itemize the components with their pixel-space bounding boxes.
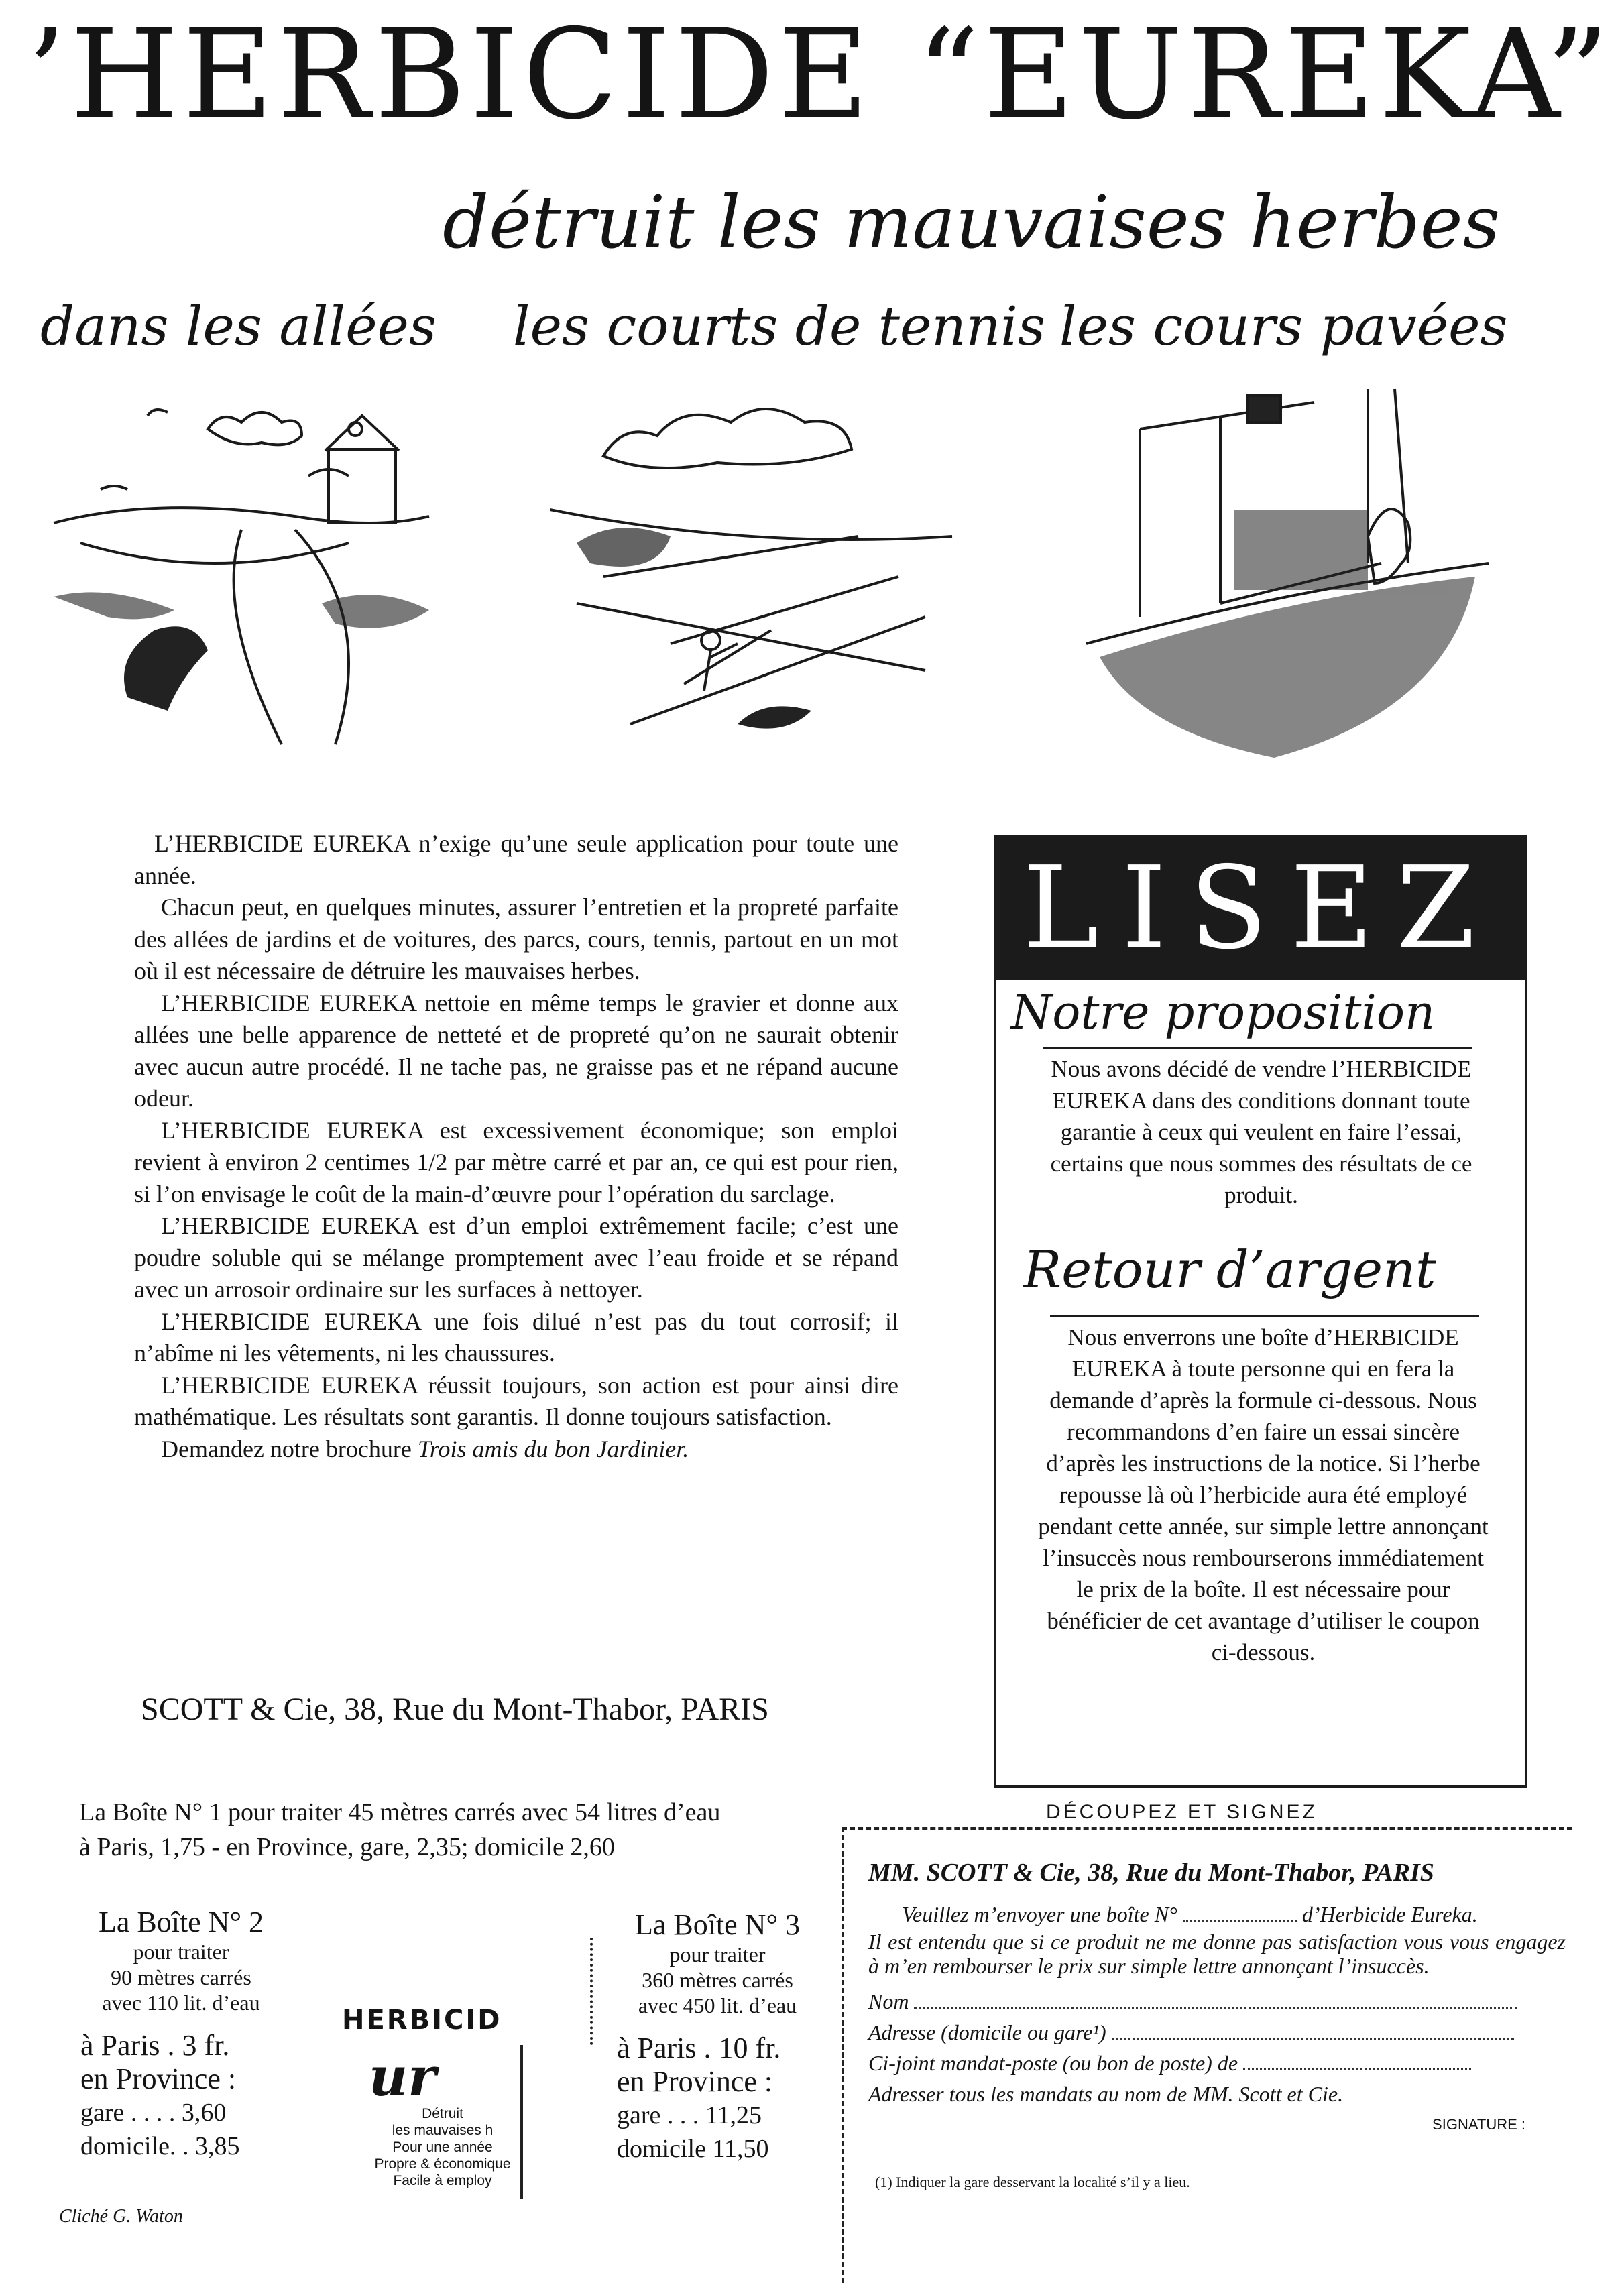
coupon-money-order-row [868,2048,1566,2078]
box-2-domicile: domicile. . 3,85 [80,2132,240,2160]
body-paragraph: L’HERBICIDE EUREKA est excessivement économique; son emploi revient à environ 2 centimes 1/2 par mètre carré et par an, ce qui est pour rien, si l’on envisage le coût de la main-d’œuvre pour l’opération du sarclage. [134,1116,898,1208]
box-2-paris: à Paris . 3 fr. [80,2029,230,2062]
body-paragraph: L’HERBICIDE EUREKA une fois dilué n’est pas du tout corrosif; il n’abîme ni les vêtements, ni les chaussures. [134,1307,898,1366]
ad-body-text [134,828,898,1465]
coupon-payable-to: Adresser tous les mandats au nom de MM. Scott et Cie. [868,2082,1344,2106]
box-2-line: 90 mètres carrés [111,1965,251,1989]
can-line: Facile à employ [393,2173,492,2188]
box-3-line: pour traiter [669,1942,766,1967]
illustration-tennis-court [550,375,979,764]
box-3-gare: gare . . . 11,25 [617,2101,762,2129]
money-order-field[interactable] [1243,2050,1471,2070]
box-2-line: pour traiter [133,1940,229,1964]
name-field[interactable] [914,1988,1517,2009]
lisez-heading: LISEZ [996,837,1525,980]
box-2-province: en Province : [80,2062,237,2095]
herbicide-can [342,2005,523,2206]
heading-rule [1043,1047,1472,1049]
coupon-cut-line-top [842,1827,1572,1830]
ad-title: ’HERBICIDE “EUREKA” [27,2,1613,147]
coupon-money-order-label: Ci-joint mandat-poste (ou bon de poste) de [868,2051,1238,2075]
body-paragraph: L’HERBICIDE EUREKA n’exige qu’une seule application pour toute une année. [134,830,898,889]
box-3-line: 360 mètres carrés [642,1968,793,1992]
coupon-address-row [868,2017,1566,2048]
can-edge [520,2045,523,2199]
photo-credit: Cliché G. Waton [59,2206,183,2227]
coupon-header: DÉCOUPEZ ET SIGNEZ [1046,1801,1318,1823]
coupon-address-label: Adresse (domicile ou gare¹) [868,2020,1106,2044]
can-line: Pour une année [392,2139,493,2155]
can-label-lines [369,2105,516,2189]
body-paragraph: Chacun peut, en quelques minutes, assurer l’entretien et la propreté parfaite des allées de jardins et de voitures, des parcs, cours, tennis, partout en un mot où il est nécessaire de détruire les mauvaises herbes. [134,894,898,984]
coupon-addressee: MM. SCOTT & Cie, 38, Rue du Mont-Thabor, PARIS [868,1859,1434,1887]
brochure-line [134,1433,898,1466]
can-line: Propre & économique [374,2156,511,2172]
coupon-name-row [868,1986,1566,2017]
coupon-order-product: d’Herbicide Eureka. [1301,1902,1478,1926]
money-back-heading: Retour d’argent [1023,1240,1436,1299]
coupon-name-label: Nom [868,1989,909,2013]
company-address: SCOTT & Cie, 38, Rue du Mont-Thabor, PARIS [141,1692,769,1727]
lisez-box [994,835,1527,1788]
address-field[interactable] [1112,2019,1514,2040]
proposition-text: Nous avons décidé de vendre l’HERBICIDE EUREKA dans des conditions donnant toute garantie à ceux qui veulent en faire l’essai, certains que nous sommes des résultats de ce produit. [1050,1056,1472,1208]
can-line: Détruit [422,2106,463,2121]
box-3-title: La Boîte N° 3 [634,1908,801,1941]
location-paved-yards: les cours pavées [1059,295,1508,357]
money-back-text: Nous enverrons une boîte d’HERBICIDE EUREKA à toute personne qui en fera la demande d’après la formule ci-dessous. Nous recommandons d’en faire un essai sincère d’après les instructions de la notice. Si l’herbe repousse là où l’herbicide aura été employé pendant cette année, sur simple lettre annonçant l’insuccès nous rembourserons immédiatement le prix de la boîte. Il est nécessaire pour bénéficier de cet avantage d’utiliser le coupon ci-dessous. [1038,1324,1489,1665]
box-3-offer [617,1908,818,2166]
location-alleys: dans les allées [40,295,437,357]
box-2-title: La Boîte N° 2 [98,1905,264,1938]
brochure-prefix: Demandez notre brochure [161,1435,412,1462]
coupon-footnote: (1) Indiquer la gare desservant la localité s’il y a lieu. [875,2174,1190,2190]
heading-rule [1050,1315,1479,1317]
box-3-paris: à Paris . 10 fr. [617,2032,781,2064]
can-label-big: ur [369,2045,437,2108]
can-line: les mauvaises h [392,2123,494,2138]
box-2-gare: gare . . . . 3,60 [80,2099,227,2127]
proposition-heading: Notre proposition [1011,985,1436,1040]
illustration-garden-path [40,375,456,751]
brochure-title: Trois amis du bon Jardinier. [417,1435,689,1462]
location-tennis: les courts de tennis [513,295,1045,357]
body-paragraph: L’HERBICIDE EUREKA nettoie en même temps le gravier et donne aux allées une belle apparence de netteté et de propreté qu’on ne saurait obtenir avec aucun autre procédé. Il ne tache pas, ne graisse pas et ne répand aucune odeur. [134,989,898,1112]
box-3-domicile: domicile 11,50 [617,2135,769,2163]
box-1-line-2: à Paris, 1,75 - en Province, gare, 2,35; domicile 2,60 [79,1833,615,1861]
can-label-top: HERBICID [342,2005,502,2036]
illustration-paved-yard [1086,375,1489,764]
body-paragraph: L’HERBICIDE EUREKA est d’un emploi extrêmement facile; c’est une poudre soluble qui se mélange promptement avec l’eau froide et se répand avec un arrosoir ordinaire sur les surfaces à nettoyer. [134,1212,898,1303]
box-1-line-1: La Boîte N° 1 pour traiter 45 mètres carrés avec 54 litres d’eau [79,1798,721,1826]
coupon-form [868,1857,1566,2198]
coupon-signature-label: SIGNATURE : [1432,2116,1525,2133]
coupon-guarantee: Il est entendu que si ce produit ne me donne pas satisfaction vous vous engagez à m’en rembourser le prix sur simple lettre annonçant l’insuccès. [868,1930,1566,1978]
box-3-province: en Province : [617,2065,773,2098]
box-2-line: avec 110 lit. d’eau [102,1991,260,2015]
box-2-offer [80,1905,282,2163]
coupon-order-line [868,1899,1566,1930]
box-3-separator [590,1938,593,2045]
signature-field[interactable] [868,2140,1566,2167]
coupon-cut-line-left [842,1827,844,2283]
body-paragraph: L’HERBICIDE EUREKA réussit toujours, son action est pour ainsi dire mathématique. Les résultats sont garantis. Il donne toujours satisfaction. [134,1371,898,1430]
ad-subtitle: détruit les mauvaises herbes [443,181,1501,265]
box-3-line: avec 450 lit. d’eau [638,1993,797,2017]
coupon-order-text: Veuillez m’envoyer une boîte N° [902,1902,1177,1926]
box-number-field[interactable] [1183,1901,1297,1922]
